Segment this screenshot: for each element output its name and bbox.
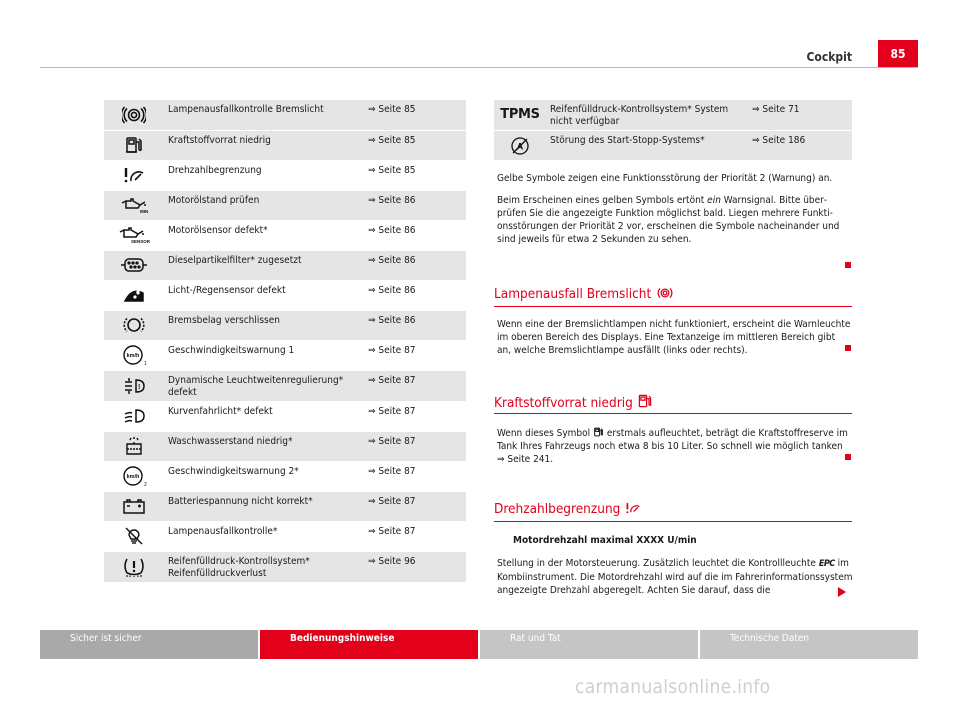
section-end-marker: [845, 262, 851, 268]
rev-limit-icon: [104, 160, 164, 190]
row-page-ref[interactable]: ⇒ Seite 71: [748, 100, 852, 131]
row-label: Batteriespannung nicht korrekt*: [164, 491, 364, 521]
row-label: Licht-/Regensensor defekt: [164, 280, 364, 310]
table-row: [104, 370, 466, 401]
heading-brake-light: [494, 286, 852, 307]
svg-text:1: 1: [144, 361, 147, 366]
rev-text: im Kombiinstrument. Die Motordrehzahl wird auf die im Fahrerinformationssystem angezeigte Drehzahl abgeregelt. Achten Sie darauf, dass die: [497, 558, 853, 596]
fuel-text: erstmals aufleuchtet, beträgt die Kraftstoffreserve im Tank Ihres Fahrzeugs noch etwa 8 bis 10 Liter. So schnell wie möglich tanken ⇒ Seite 241.: [497, 428, 848, 465]
section-end-marker: [845, 345, 851, 351]
fuel-text: Wenn dieses Symbol: [497, 428, 594, 439]
heading-text: Lampenausfall Bremslicht: [494, 286, 652, 302]
row-label: Lampenausfallkontrolle Bremslicht: [164, 100, 364, 130]
table-row: [104, 190, 466, 220]
row-label: Bremsbelag verschlissen: [164, 310, 364, 340]
row-label: Geschwindigkeitswarnung 2*: [164, 461, 364, 491]
row-page-ref[interactable]: ⇒ Seite 85: [364, 160, 466, 190]
row-label: Kurvenfahrlicht* defekt: [164, 401, 364, 431]
brake-light-warning-icon: [655, 286, 675, 300]
table-row: [104, 401, 466, 431]
table-row: [104, 461, 466, 491]
svg-text:km/h: km/h: [126, 474, 140, 480]
header-rule: [40, 67, 918, 68]
heading-text: Kraftstoffvorrat niedrig: [494, 395, 633, 411]
intro-text: Warnsignal. Bitte überprüfen Sie die angezeigte Funktion möglichst bald. Liegen mehrere Funktionsstörungen der Priorität 2 vor, erscheinen die Symbole nacheinander und sind jeweils für etwa 2 Sekunden zu sehen.: [497, 195, 840, 245]
intro-emphasis: ein: [707, 195, 721, 206]
table-row: [104, 491, 466, 521]
row-page-ref[interactable]: ⇒ Seite 87: [364, 461, 466, 491]
watermark: carmanualsonline.info: [575, 676, 771, 698]
row-page-ref[interactable]: ⇒ Seite 87: [364, 521, 466, 551]
table-row: [104, 100, 466, 130]
tpms-icon-text: TPMS: [500, 106, 540, 122]
tab-bedienungshinweise[interactable]: Bedienungshinweise: [260, 630, 478, 659]
svg-text:km/h: km/h: [126, 353, 140, 359]
heading-text: Drehzahlbegrenzung: [494, 501, 621, 517]
washer-fluid-icon: [104, 431, 164, 461]
speed-warning-2-icon: [104, 461, 164, 491]
intro-text: Beim Erscheinen eines gelben Symbols ertönt: [497, 195, 708, 206]
row-page-ref[interactable]: ⇒ Seite 87: [364, 370, 466, 401]
fuel-pump-icon: [104, 130, 164, 160]
table-row: [104, 340, 466, 370]
table-row: [104, 280, 466, 310]
table-row: [104, 130, 466, 160]
row-page-ref[interactable]: ⇒ Seite 86: [364, 280, 466, 310]
row-page-ref[interactable]: ⇒ Seite 87: [364, 401, 466, 431]
fuel-low-paragraph: [497, 426, 852, 466]
brake-light-paragraph: Wenn eine der Bremslichtlampen nicht funktioniert, erscheint die Warnleuchte im oberen Bereich des Displays. Eine Textanzeige im mittleren Bereich gibt an, welche Bremslichtlampe ausfällt (links oder rechts).: [497, 319, 851, 356]
row-page-ref[interactable]: ⇒ Seite 96: [364, 551, 466, 582]
brake-light-warning-icon: [104, 100, 164, 130]
headlight-range-icon: [104, 370, 164, 401]
table-row: [104, 521, 466, 551]
row-page-ref[interactable]: ⇒ Seite 87: [364, 491, 466, 521]
row-page-ref[interactable]: ⇒ Seite 85: [364, 130, 466, 160]
row-label: Kraftstoffvorrat niedrig: [164, 130, 364, 160]
brake-pad-icon: [104, 310, 164, 340]
heading-fuel-low: [494, 393, 852, 414]
row-label: Störung des Start-Stopp-Systems*: [546, 131, 748, 161]
rev-text: Stellung in der Motorsteuerung. Zusätzlich leuchtet die Kontrollleuchte: [497, 558, 819, 569]
table-row: [494, 131, 852, 161]
tab-technische-daten[interactable]: Technische Daten: [700, 630, 918, 659]
symbol-table-left: [104, 100, 466, 583]
table-row: [104, 220, 466, 250]
row-page-ref[interactable]: ⇒ Seite 87: [364, 431, 466, 461]
tpms-icon: [494, 100, 546, 131]
table-row: [104, 160, 466, 190]
section-end-marker: [845, 454, 851, 460]
table-row: [104, 250, 466, 280]
page-header: [40, 46, 918, 68]
row-page-ref[interactable]: ⇒ Seite 87: [364, 340, 466, 370]
row-label: Motorölsensor defekt*: [164, 220, 364, 250]
battery-icon: [104, 491, 164, 521]
row-label: Reifenfülldruck-Kontrollsystem* Reifenfülldruckverlust: [164, 551, 364, 582]
table-row: [104, 431, 466, 461]
fuel-pump-icon: [593, 426, 604, 438]
tire-pressure-icon: [104, 551, 164, 582]
row-label: Lampenausfallkontrolle*: [164, 521, 364, 551]
svg-text:A: A: [516, 141, 524, 151]
rev-limit-icon: [624, 501, 642, 515]
footer-navigation: [40, 630, 918, 659]
page-number: 85: [878, 40, 918, 68]
row-page-ref[interactable]: ⇒ Seite 86: [364, 250, 466, 280]
tab-rat-und-tat[interactable]: Rat und Tat: [480, 630, 698, 659]
continued-arrow-icon: [838, 587, 846, 597]
speed-warning-1-icon: [104, 340, 164, 370]
svg-text:!: !: [138, 383, 141, 391]
table-row: [104, 310, 466, 340]
row-label: Geschwindigkeitswarnung 1: [164, 340, 364, 370]
bulb-failure-icon: [104, 521, 164, 551]
row-page-ref[interactable]: ⇒ Seite 86: [364, 190, 466, 220]
oil-can-min-icon: [104, 190, 164, 220]
row-label: Waschwasserstand niedrig*: [164, 431, 364, 461]
row-page-ref[interactable]: ⇒ Seite 86: [364, 310, 466, 340]
row-page-ref[interactable]: ⇒ Seite 186: [748, 131, 852, 161]
rev-limit-paragraph: [497, 557, 855, 597]
svg-text:SENSOR: SENSOR: [131, 239, 151, 244]
rev-limit-subheading: Motordrehzahl maximal XXXX U/min: [513, 535, 697, 546]
epc-icon: EPC: [818, 559, 835, 569]
row-label: Dynamische Leuchtweitenregulierung* defekt: [164, 370, 364, 401]
row-label: Reifenfülldruck-Kontrollsystem* System nicht verfügbar: [546, 100, 748, 131]
section-name: Cockpit: [806, 50, 852, 64]
symbol-table-right: [494, 100, 852, 161]
light-rain-sensor-icon: [104, 280, 164, 310]
table-row: [104, 551, 466, 582]
row-page-ref[interactable]: ⇒ Seite 85: [364, 100, 466, 130]
row-label: Motorölstand prüfen: [164, 190, 364, 220]
intro-paragraph-1: Gelbe Symbole zeigen eine Funktionsstörung der Priorität 2 (Warnung) an.: [497, 173, 833, 184]
svg-text:2: 2: [144, 482, 147, 487]
row-page-ref[interactable]: ⇒ Seite 86: [364, 220, 466, 250]
diesel-particulate-filter-icon: [104, 250, 164, 280]
oil-can-sensor-icon: [104, 220, 164, 250]
intro-paragraph-2: [497, 194, 852, 246]
heading-rev-limit: [494, 501, 852, 522]
tab-sicher-ist-sicher[interactable]: Sicher ist sicher: [40, 630, 258, 659]
row-label: Dieselpartikelfilter* zugesetzt: [164, 250, 364, 280]
svg-text:MIN: MIN: [140, 209, 149, 214]
fuel-pump-icon: [637, 393, 653, 409]
table-row: [494, 100, 852, 131]
row-label: Drehzahlbegrenzung: [164, 160, 364, 190]
start-stop-icon: [494, 131, 546, 161]
cornering-light-icon: [104, 401, 164, 431]
